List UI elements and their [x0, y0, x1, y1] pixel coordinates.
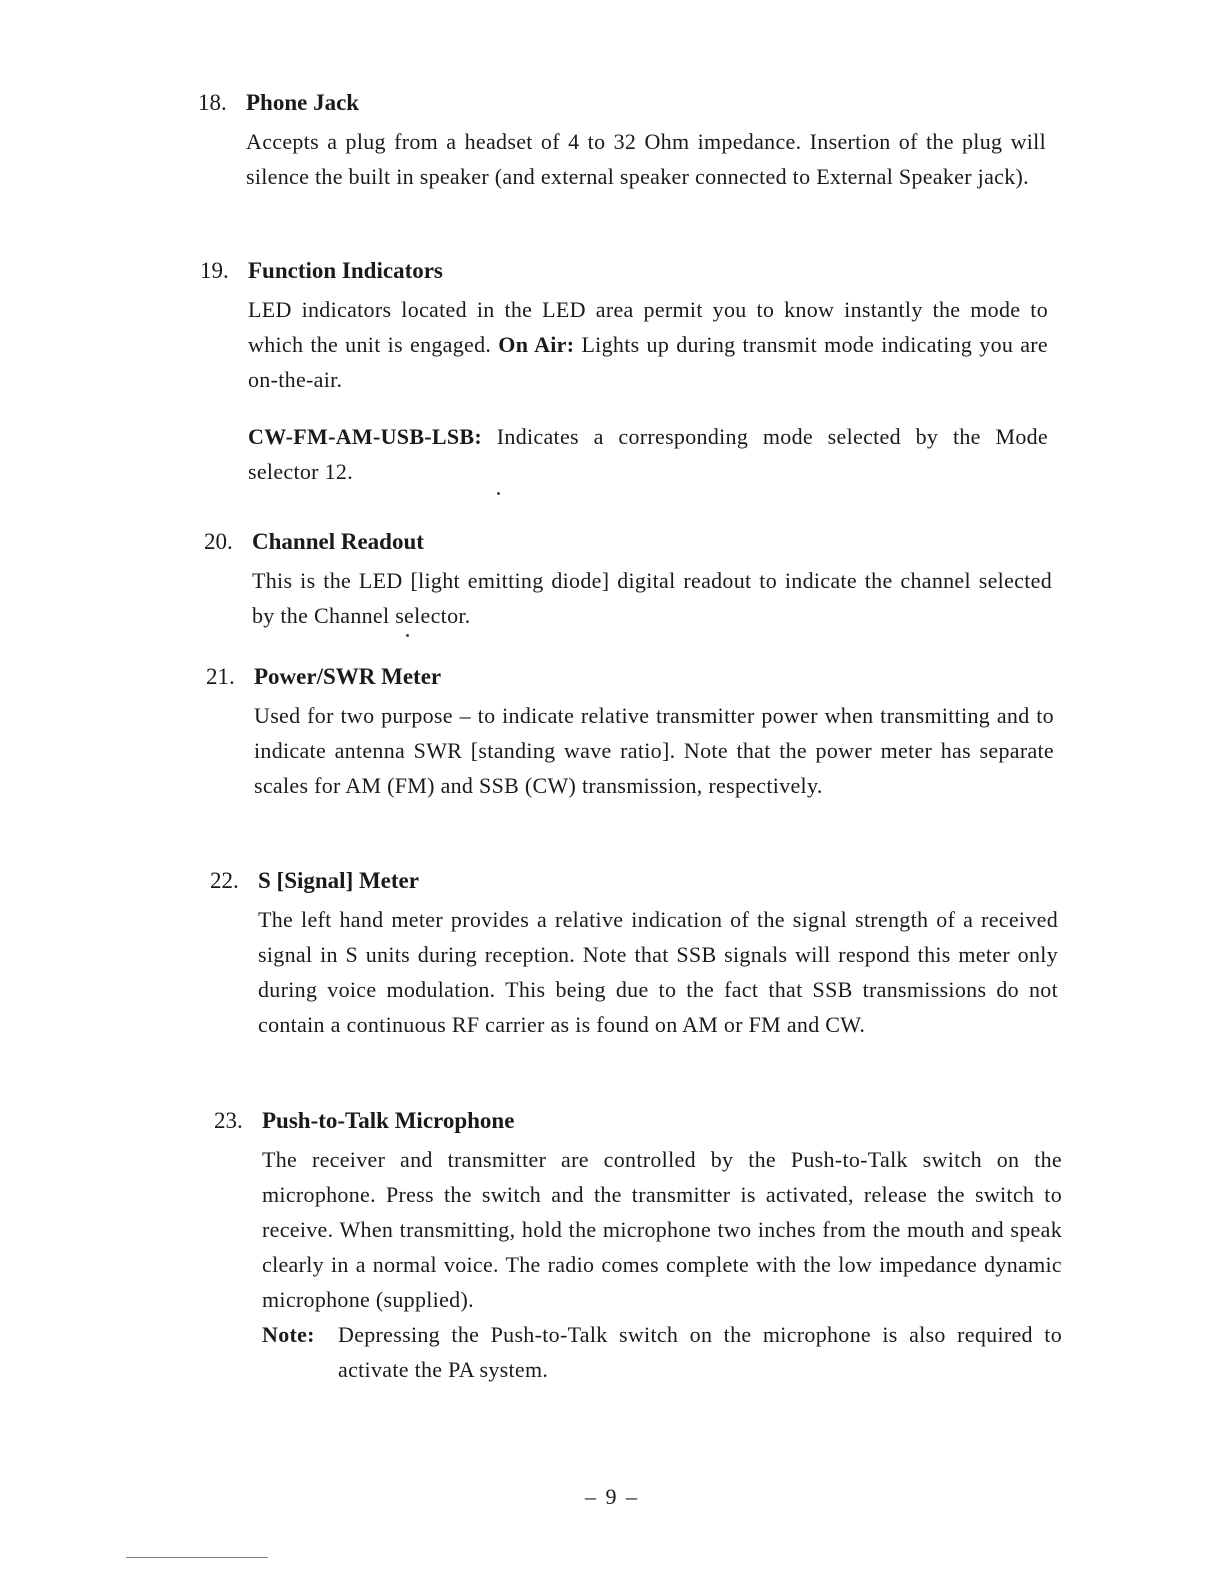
section-body: The receiver and transmitter are controlled by the Push-to-Talk switch on the microphone. Press the switch and the transmitter is activated, release the switch to receive. When transmitting, hold the microphone two inches from the mouth and speak clearly in a normal voice. The radio comes complete with the low impedance dynamic microphone (supplied).: [262, 1147, 1062, 1312]
note-row: [262, 1317, 1062, 1387]
bottom-rule: [126, 1557, 268, 1558]
mode-text: Indicates a corresponding mode selected by the Mode selector 12.: [248, 424, 1048, 484]
section-body: Used for two purpose – to indicate relative transmitter power when transmitting and to indicate antenna SWR [standing wave ratio]. Note that the power meter has separate scales for AM (FM) and SSB (CW) transmission, respectively.: [254, 703, 1054, 798]
body-text: Lights up during transmit mode indicating you are on-the-air.: [248, 332, 1048, 392]
section-number: 20.: [204, 529, 233, 554]
section-heading: [210, 866, 1050, 896]
section-title: Phone Jack: [246, 90, 360, 115]
section-heading: [206, 662, 1046, 692]
section-phone-jack: [198, 88, 1046, 194]
section-function-indicators: [200, 256, 1048, 489]
section-number: 19.: [200, 258, 229, 283]
section-title: Push-to-Talk Microphone: [262, 1108, 515, 1133]
section-body: This is the LED [light emitting diode] digital readout to indicate the channel selected by the Channel selector.: [252, 568, 1052, 628]
mode-label: CW-FM-AM-USB-LSB:: [248, 424, 483, 449]
section-number: 18.: [198, 90, 227, 115]
scan-speck: [497, 492, 500, 495]
section-body: [248, 292, 1048, 397]
section-number: 23.: [214, 1108, 243, 1133]
section-body: Accepts a plug from a headset of 4 to 32 Ohm impedance. Insertion of the plug will silence the built in speaker (and external speaker connected to External Speaker jack).: [246, 129, 1046, 189]
body-text: LED indicators located in the LED area permit you to know instantly the mode to which the unit is engaged.: [248, 297, 1048, 357]
section-title: S [Signal] Meter: [258, 868, 419, 893]
section-number: 21.: [206, 664, 235, 689]
mode-indicator-paragraph: [248, 419, 1048, 489]
section-s-signal-meter: [210, 866, 1058, 1042]
section-body: The left hand meter provides a relative indication of the signal strength of a received signal in S units during reception. Note that SSB signals will respond this meter only during voice modulation. This being due to the fact that SSB transmissions do not contain a continuous RF carrier as is found on AM or FM and CW.: [258, 907, 1058, 1037]
section-heading: [214, 1106, 1054, 1136]
section-heading: [204, 527, 1044, 557]
section-title: Function Indicators: [248, 258, 443, 283]
section-heading: [198, 88, 1038, 118]
section-power-swr-meter: [206, 662, 1054, 803]
note-text: Depressing the Push-to-Talk switch on the microphone is also required to activate the PA system.: [338, 1322, 1062, 1382]
note-label: Note:: [262, 1322, 315, 1347]
section-heading: [200, 256, 1040, 286]
section-title: Channel Readout: [252, 529, 424, 554]
page-number: – 9 –: [585, 1484, 639, 1509]
section-number: 22.: [210, 868, 239, 893]
section-title: Power/SWR Meter: [254, 664, 442, 689]
section-channel-readout: [204, 527, 1052, 633]
scan-speck: [406, 634, 409, 637]
section-push-to-talk-microphone: [214, 1106, 1062, 1387]
on-air-label: On Air:: [498, 332, 575, 357]
